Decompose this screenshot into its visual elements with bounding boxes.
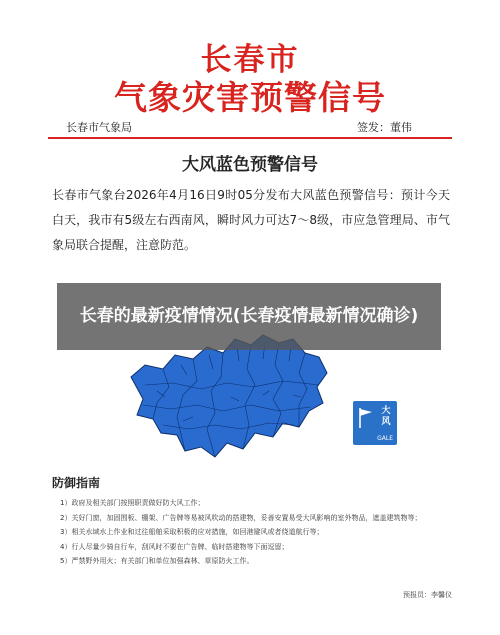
gale-blue-signal-icon [353,401,397,445]
signal-icon-english: GALE [377,435,393,442]
guide-title: 防御指南 [52,476,101,490]
flag-icon [358,407,373,429]
guide-list [60,496,460,569]
signal-icon-label: 大风 [381,406,391,427]
guide-item: 2）关好门窗，加固围板、棚架、广告牌等易被风吹动的搭建物，妥善安置易受大风影响的室外物品，遮盖建筑物等； [60,513,422,522]
guide-item: 4）行人尽量少骑自行车，刮风时不要在广告牌、临时搭建物等下面逗留； [60,542,289,551]
guide-item: 3）相关水域水上作业和过往船舶采取积极的应对措施，如回港避风或者绕道航行等； [60,528,324,536]
headline-text: 长春的最新疫情情况(长春疫情最新情况确诊) [79,306,419,326]
signal-body: 长春市气象台2026年4月16日9时05分发布大风蓝色预警信号：预计今天白天，我市有5级左右西南风，瞬时风力可达7～8级，市应急管理局、市气象局联合提醒，注意防范。 [52,188,450,252]
agency-name: 长春市 [200,42,300,78]
issuer-label: 长春市气象局 [66,121,132,134]
guide-item: 1）政府及相关部门按照职责做好防大风工作； [60,499,205,507]
signer-label: 签发：董伟 [357,121,412,134]
guide-item: 5）严禁野外用火；有关部门和单位加强森林、草原防火工作。 [60,557,254,565]
red-divider [48,137,452,139]
signal-title: 大风蓝色预警信号 [182,155,318,175]
headline-overlay[interactable] [57,283,441,350]
forecaster-label: 预报员：李馨仪 [403,591,452,599]
document-type-title: 气象灾害预警信号 [114,78,386,117]
